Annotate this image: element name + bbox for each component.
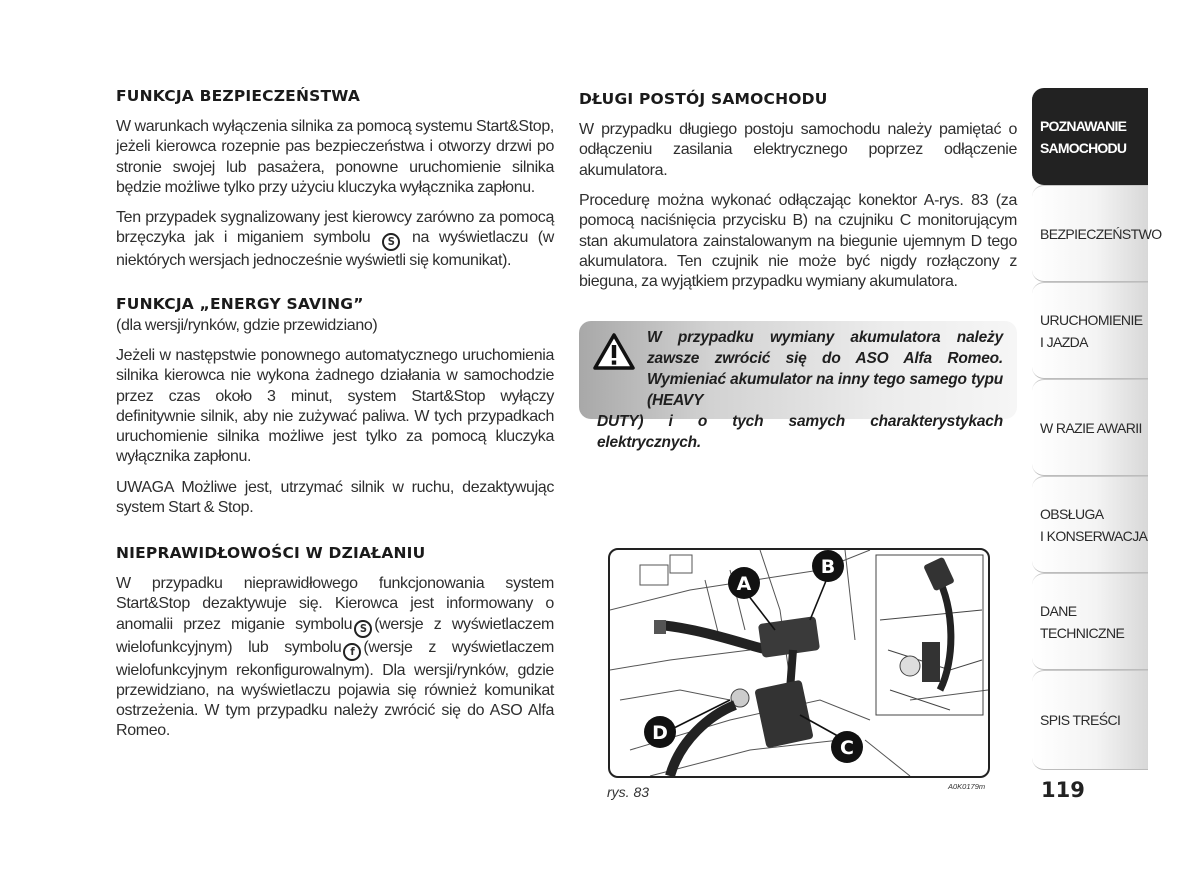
warning-text [579, 327, 1003, 453]
energy-saving-paragraph-1: Jeżeli w następstwie ponownego automatycznego uruchomienia silnika kierowca nie wykona żadnego działania w samochodzie przez czas około 3 minut, system Start&Stop wyłączy definitywnie silnik, aby nie zużywać paliwa. W tych przypadkach uruchomienie silnika możliwe jest tylko za pomocą kluczyka wyłącznika zapłonu. [116, 347, 554, 466]
tab-label: DANE TECHNICZNE [1040, 602, 1125, 641]
tab-label: URUCHOMIENIE I JAZDA [1040, 311, 1143, 350]
tab-spis-tresci[interactable] [1032, 670, 1148, 770]
chapter-tabs [1032, 88, 1162, 770]
malfunctions-paragraph [116, 574, 554, 742]
figure-code: A0K0179m [948, 782, 986, 791]
fault-symbol-icon: f [343, 643, 361, 661]
figure-battery-sensor [608, 548, 990, 778]
warning-text-a: W przypadku wymiany akumulatora należy zawsze zwrócić się do ASO Alfa Romeo. Wymieniać akumulator na inny tego samego typu (HEAVY [647, 329, 1003, 409]
warning-box [579, 321, 1017, 451]
tab-label: OBSŁUGA I KONSERWACJA [1040, 505, 1148, 544]
malfunctions-text-a: W przypadku nieprawidłowego funkcjonowania system Start&Stop dezaktywuje się. Kierowca jest informowany o anomalii przez miganie symbolu [116, 575, 554, 633]
tab-label: W RAZIE AWARII [1040, 419, 1142, 436]
safety-paragraph-2-text-a: Ten przypadek sygnalizowany jest kierowcy zarówno za pomocą brzęczyka jak i miganiem symbolu [116, 209, 554, 247]
tab-obsluga-i-konserwacja[interactable] [1032, 476, 1148, 573]
callout-c-label: C [840, 737, 854, 759]
tab-label: POZNAWANIE SAMOCHODU [1040, 117, 1127, 156]
callout-d-label: D [652, 722, 668, 744]
safety-paragraph-2 [116, 208, 554, 272]
tab-dane-techniczne[interactable] [1032, 573, 1148, 670]
long-stop-paragraph-1: W przypadku długiego postoju samochodu należy pamiętać o odłączeniu zasilania elektrycznego poprzez odłączenie akumulatora. [579, 121, 1017, 179]
start-stop-symbol-icon: S [382, 233, 400, 251]
tab-label: SPIS TREŚCI [1040, 712, 1121, 728]
tab-poznawanie-samochodu[interactable] [1032, 88, 1148, 185]
section-heading-long-stop: DŁUGI POSTÓJ SAMOCHODU [579, 90, 828, 108]
malfunctions-text-b: (wersje z wyświetlaczem wielofunkcyjnym) lub symbolu [116, 615, 554, 656]
safety-paragraph-1: W warunkach wyłączenia silnika za pomocą systemu Start&Stop, jeżeli kierowca rozepnie pas bezpieczeństwa i otworzy drzwi po stronie swojej lub pasażera, ponowne uruchomienie silnika będzie możliwe tylko przy użyciu kluczyka wyłącznika zapłonu. [116, 118, 554, 196]
long-stop-paragraph-2: Procedurę można wykonać odłączając konektor A-rys. 83 (za pomocą naciśnięcia przycisku B) na czujniku C monitorującym stan akumulatora zainstalowanym na biegunie ujemnym D tego akumulatora. Ten czujnik nie może być nigdy rozłączony z bieguna, za wyjątkiem przypadku wymiany akumulatora. [579, 192, 1017, 291]
figure-caption: rys. 83 [607, 784, 650, 800]
energy-saving-note: UWAGA Możliwe jest, utrzymać silnik w ruchu, dezaktywując system Start & Stop. [116, 479, 554, 517]
battery-illustration [610, 550, 988, 776]
tab-w-razie-awarii[interactable] [1032, 379, 1148, 476]
callout-a-label: A [736, 573, 752, 595]
start-stop-symbol-icon: S [354, 620, 372, 638]
tab-label: BEZPIECZEŃSTWO [1040, 225, 1162, 242]
energy-saving-subtitle: (dla wersji/rynków, gdzie przewidziano) [116, 317, 378, 334]
safety-paragraph-2-text-b: na wyświetlaczu (w niektórych wersjach jednocześnie wyświetli się komunikat). [116, 229, 554, 270]
tab-bezpieczenstwo[interactable] [1032, 185, 1162, 282]
malfunctions-text-c: (wersje z wyświetlaczem wielofunkcyjnym rekonfigurowalnym). Dla wersji/rynków, gdzie przewidziano, na wyświetlaczu pojawia się również komunikat ostrzeżenia. W tym przypadku należy zwrócić się do ASO Alfa Romeo. [116, 638, 554, 740]
section-heading-safety: FUNKCJA BEZPIECZEŃSTWA [116, 87, 361, 105]
tab-uruchomienie-i-jazda[interactable] [1032, 282, 1148, 379]
warning-text-b: DUTY) i o tych samych charakterystykach elektrycznych. [597, 413, 1003, 451]
page-number: 119 [1041, 778, 1085, 802]
section-heading-malfunctions: NIEPRAWIDŁOWOŚCI W DZIAŁANIU [116, 544, 426, 562]
callout-b-label: B [820, 556, 836, 578]
section-heading-energy-saving: FUNKCJA „ENERGY SAVING” [116, 295, 364, 313]
